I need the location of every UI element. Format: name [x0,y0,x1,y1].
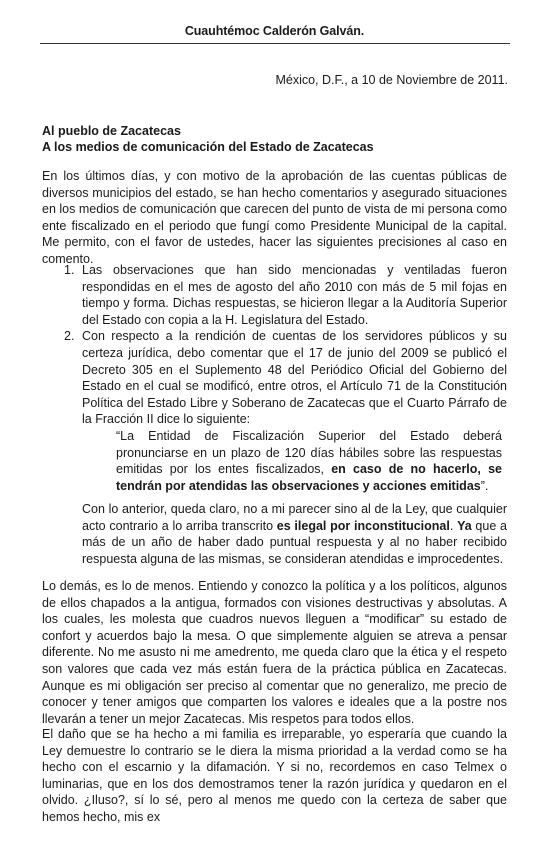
quote-bold-text: en caso de no hacerlo, se tendrán por atendidas las observaciones y acciones emitidas [116,462,502,493]
letterhead-name: Cuauhtémoc Calderón Galván. [184,24,365,38]
list-item-text: Las observaciones que han sido mencionadas y ventiladas fueron respondidas en el mes de agosto del año 2010 con más de 5 mil fojas en tiempo y forma. Dichas respuestas, se hicieron llegar a la Auditoría Superior del Estado con copia a la H. Legislatura del Estado. [82,263,507,327]
letterhead-rule [40,43,510,44]
list-item-number: 2. [64,329,75,344]
paragraph-family: El daño que se ha hecho a mi familia es irreparable, yo esperaría que cuando la Ley demuestre lo contrario se le diera la misma prioridad a la verdad como se ha hecho con el escarnio y la difamación. Y si no, recordemos en caso Telmex o luminarias, que en los dos demostramos tener la razón jurídica y quedaron en el olvido. ¿Iluso?, sí lo sé, pero al menos me quedo con la certeza de saber que hemos hecho, mis ex [42,727,507,824]
quote-text: “La Entidad de Fiscalización Superior del Estado deberá pronunciarse en un plazo de 120 días hábiles sobre las respuestas emitidas por los entes fiscalizados, [116,429,502,477]
continuation-text-1: Con lo anterior, queda claro, no a mi parecer sino al de la Ley, que cualquier acto contrario a lo arriba transcrito [82,502,507,533]
numbered-list [66,262,507,428]
continuation-paragraph [82,501,507,567]
addressee-line-1: Al pueblo de Zacatecas [42,124,181,138]
continuation-bold-2: Ya [457,518,472,533]
continuation-text-3: que a más de un año de haber dado puntual respuesta y al no haber recibido respuesta alguna de las mismas, se consideran atendidas e improcedentes. [82,518,507,566]
quote-end: ”. [480,478,489,493]
paragraph-politics: Lo demás, es lo de menos. Entiendo y conozco la política y a los políticos, algunos de ellos chapados a la antigua, formados con visiones destructivas y absolutas. A los cuales, les molesta que cuadros nuevos lleguen a “modificar” su estado de confort y acuerdos bajo la mesa. O que simplemente alguien se atreva a pensar diferente. No me asusto ni me amedrento, me queda claro que la ética y el respeto son valores que cada vez más están fuera de la práctica pública en Zacatecas. Aunque es mi obligación ser preciso al comentar que no generalizo, me precio de conocer y tener amigos que comparten los valores e ideales que a la postre nos llevarán a tener un mejor Zacatecas. Mis respetos para todos ellos. [42,579,507,726]
list-item [66,328,507,428]
continuation-bold-1: es ilegal por inconstitucional [276,518,450,533]
constitution-quote [116,428,502,494]
intro-paragraph: En los últimos días, y con motivo de la aprobación de las cuentas públicas de diversos municipios del estado, se han hecho comentarios y asegurado situaciones en los medios de comunicación que carecen del punto de vista de mi persona como ente fiscalizado en el periodo que fungí como Presidente Municipal de la capital. Me permito, con el favor de ustedes, hacer las siguientes precisiones al caso en comento. [42,169,507,266]
list-item-number: 1. [64,263,75,277]
list-item [66,262,507,328]
dateline: México, D.F., a 10 de Noviembre de 2011. [275,73,508,87]
addressee-line-2: A los medios de comunicación del Estado de Zacatecas [42,140,374,154]
list-item-text: Con respecto a la rendición de cuentas de los servidores públicos y su certeza jurídica, debo comentar que el 17 de junio del 2009 se publicó el Decreto 305 en el Suplemento 48 del Periódico Oficial del Gobierno del Estado en el cual se modificó, entre otros, el Artículo 71 de la Constitución Política del Estado Libre y Soberano de Zacatecas que el Cuarto Párrafo de la Fracción II dice lo siguiente: [82,329,507,427]
continuation-text-2: . [449,518,458,533]
